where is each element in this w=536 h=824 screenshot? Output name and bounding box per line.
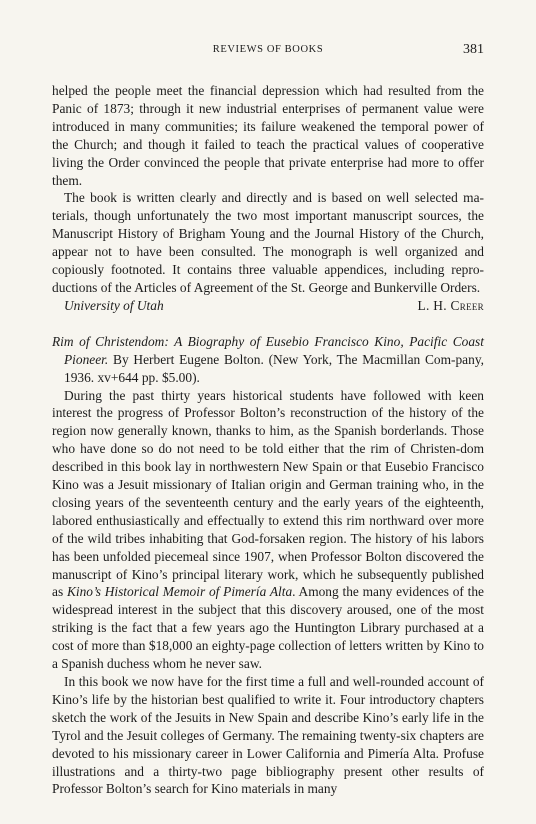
book-citation: [52, 333, 484, 387]
reviewer-name: L. H. Creer: [417, 297, 484, 313]
review2-paragraph-1-text-b: . Among the many evidences of the widespread interest in the subject that this discovery aroused, one of the most striking is the fact that a few years ago the Huntington Library purchased at a cost of more than $18,000 an eighty-page collection of letters written by Kino to a Spanish duchess whom he never saw.: [52, 584, 484, 672]
review1-paragraph-2: The book is written clearly and directly and is based on well selected ma-terials, though unfortunately the two most important manuscript sources, the Manuscript History of Brigham Young and the Journal History of the Church, appear not to have been consulted. The monograph is well organized and copiously footnoted. It contains three valuable appendices, including repro-ductions of the Articles of Agreement of the St. George and Bunkerville Orders.: [52, 190, 484, 295]
review2-paragraph-2: In this book we now have for the first time a full and well-rounded account of Kino’s life by the historian best qualified to write it. Four introductory chapters sketch the work of the Jesuits in New Spain and describe Kino’s early life in the Tyrol and the Jesuit colleges of Germany. The remaining twenty-six chapters are devoted to his missionary career in Lower California and Pimería Alta. Profuse illustrations and a thirty-two page bibliography present other results of Professor Bolton’s search for Kino materials in many: [52, 674, 484, 797]
body-text: [52, 82, 484, 798]
review2-paragraph-1: [52, 387, 484, 674]
review1-paragraph-1: helped the people meet the financial depression which had resulted from the Panic of 1873; through it new industrial enterprises of permanent value were introduced in many communities; its failure weakened the temporal power of the Church; and though it failed to teach the practical values of cooperative living the Order convinced the people that private enterprise had more to offer them.: [52, 83, 484, 188]
review2-inline-title: Kino’s Historical Memoir of Pimería Alta: [66, 584, 293, 600]
page-header: [52, 44, 484, 60]
running-head: REVIEWS OF BOOKS: [212, 44, 324, 55]
page-number: 381: [463, 42, 484, 57]
review2-paragraph-1-text-a: During the past thirty years historical students have followed with keen interest the progress of Professor Bolton’s reconstruction of the history of the region now generally known, thanks to him, as the Spanish borderlands. Those who have done so do not need to be told either that the rim of Christen-dom described in this book lay in northwestern New Spain or that Eusebio Francisco Kino was a Jesuit missionary of Italian origin and German training who, in the closing years of the seventeenth century and the early years of the eighteenth, labored enthusiastically and effectually to extend this rim northward over more of the wild tribes inhabiting that God-forsaken region. The history of his labors has been unfolded piecemeal since 1907, when Professor Bolton discovered the manuscript of Kino’s principal literary work, which he subsequently published as: [52, 387, 484, 600]
book-publication-details: By Herbert Eugene Bolton. (New York, The Macmillan Com-pany, 1936. xv+644 pp. $5.00).: [64, 351, 484, 385]
book-title: Rim of Christendom: A Biography of Eusebio Francisco Kino, Pacific Coast Pioneer.: [52, 333, 484, 367]
review1-signature: [52, 297, 484, 315]
reviewer-affiliation: University of Utah: [64, 297, 164, 313]
